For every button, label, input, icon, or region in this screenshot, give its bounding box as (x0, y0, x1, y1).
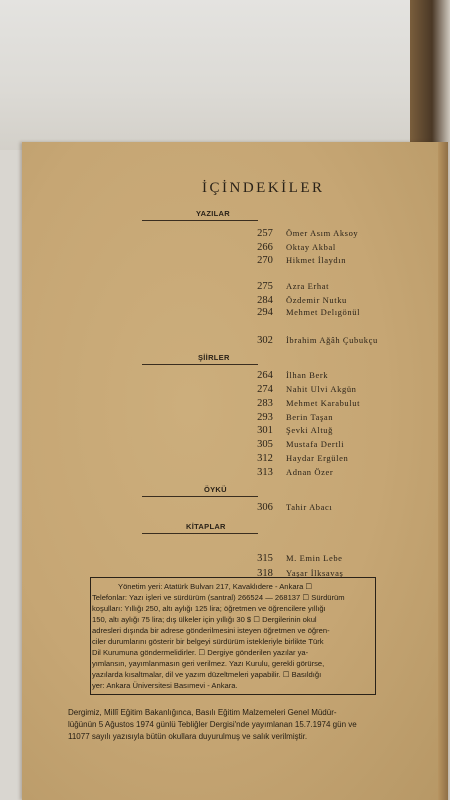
entry-author: Mustafa Dertli (286, 439, 345, 449)
section-heading-oyku: ÖYKÜ (204, 485, 227, 494)
entry-author: Berin Taşan (286, 412, 334, 422)
entry-page: 266 (257, 242, 273, 253)
entry-page: 312 (257, 453, 273, 464)
section-rule (142, 533, 258, 534)
entry-page: 302 (257, 335, 273, 346)
colophon-line: yer: Ankara Üniversitesi Basımevi - Ankara. (92, 681, 238, 690)
entry-page: 284 (257, 295, 273, 306)
footer-note-line: Dergimiz, Millî Eğitim Bakanlığınca, Basılı Eğitim Malzemeleri Genel Müdür- (68, 708, 337, 717)
book-page (22, 142, 440, 800)
colophon-line: adresleri dışında bir adrese gönderilmesini isteyen öğretmen ve öğren- (92, 626, 330, 635)
colophon-line: koşulları: Yıllığı 250, altı aylığı 125 lira; öğretmen ve öğrencilere yıllığı (92, 604, 326, 613)
entry-page: 274 (257, 384, 273, 395)
entry-author: İbrahim Ağâh Çubukçu (286, 335, 378, 345)
colophon-line: yımlansın, yayımlanmasın geri verilmez. Yazı Kurulu, gerekli görürse, (92, 659, 325, 668)
entry-page: 293 (257, 412, 273, 423)
colophon-line: ciler durumlarını gösterir bir belgeyi sürdürüm istekleriyle birlikte Türk (92, 637, 324, 646)
section-heading-kitaplar: KİTAPLAR (186, 522, 226, 531)
entry-page: 306 (257, 502, 273, 513)
section-rule (142, 364, 258, 365)
entry-author: Adnan Özer (286, 467, 334, 477)
colophon-line: Dil Kurumuna göndermelidirler. ☐ Dergiye gönderilen yazılar ya- (92, 648, 309, 657)
entry-author: Nahit Ulvi Akgün (286, 384, 357, 394)
entry-author: Haydar Ergülen (286, 453, 349, 463)
entry-page: 264 (257, 370, 273, 381)
entry-author: Oktay Akbal (286, 242, 336, 252)
colophon-line: Yönetim yeri: Atatürk Bulvarı 217, Kavaklıdere - Ankara ☐ (118, 582, 313, 591)
entry-author: Hikmet İlaydın (286, 255, 347, 265)
entry-page: 315 (257, 553, 273, 564)
footer-note-line: lüğünün 5 Ağustos 1974 günlü Tebliğler Dergisi'nde yayımlanan 15.7.1974 gün ve (68, 720, 357, 729)
entry-author: M. Emin Lebe (286, 553, 343, 563)
entry-page: 301 (257, 425, 273, 436)
entry-author: Ömer Asım Aksoy (286, 228, 359, 238)
entry-page: 257 (257, 228, 273, 239)
page-title: İÇİNDEKİLER (202, 180, 325, 196)
entry-page: 275 (257, 281, 273, 292)
entry-page: 270 (257, 255, 273, 266)
entry-author: Mehmet Delıgönül (286, 307, 361, 317)
entry-author: Şevki Altuğ (286, 425, 333, 435)
entry-author: Özdemir Nutku (286, 295, 347, 305)
entry-page: 318 (257, 568, 273, 579)
section-rule (142, 496, 258, 497)
section-heading-yazilar: YAZILAR (196, 209, 230, 218)
page-edge (438, 142, 448, 800)
section-rule (142, 220, 258, 221)
colophon-line: Telefonlar: Yazı işleri ve sürdürüm (santral) 266524 — 268137 ☐ Sürdürüm (92, 593, 345, 602)
entry-author: Mehmet Karabulut (286, 398, 361, 408)
entry-page: 313 (257, 467, 273, 478)
background-surface (0, 0, 450, 150)
colophon-line: 150, altı aylığı 75 lira; dış ülkeler için yıllığı 30 $ ☐ Dergilerinin okul (92, 615, 317, 624)
entry-author: İlhan Berk (286, 370, 329, 380)
entry-author: Tahir Abacı (286, 502, 333, 512)
colophon-line: yazılarda kısaltmalar, dil ve yazım düzeltmeleri yapabilir. ☐ Basıldığı (92, 670, 322, 679)
footer-note-line: 11077 sayılı yazısıyla bütün okullara duyurulmuş ve salık verilmiştir. (68, 732, 308, 741)
entry-author: Azra Erhat (286, 281, 330, 291)
entry-page: 294 (257, 307, 273, 318)
entry-page: 305 (257, 439, 273, 450)
section-heading-siirler: ŞİİRLER (198, 353, 230, 362)
entry-author: Yaşar İlksavaş (286, 568, 344, 578)
entry-page: 283 (257, 398, 273, 409)
